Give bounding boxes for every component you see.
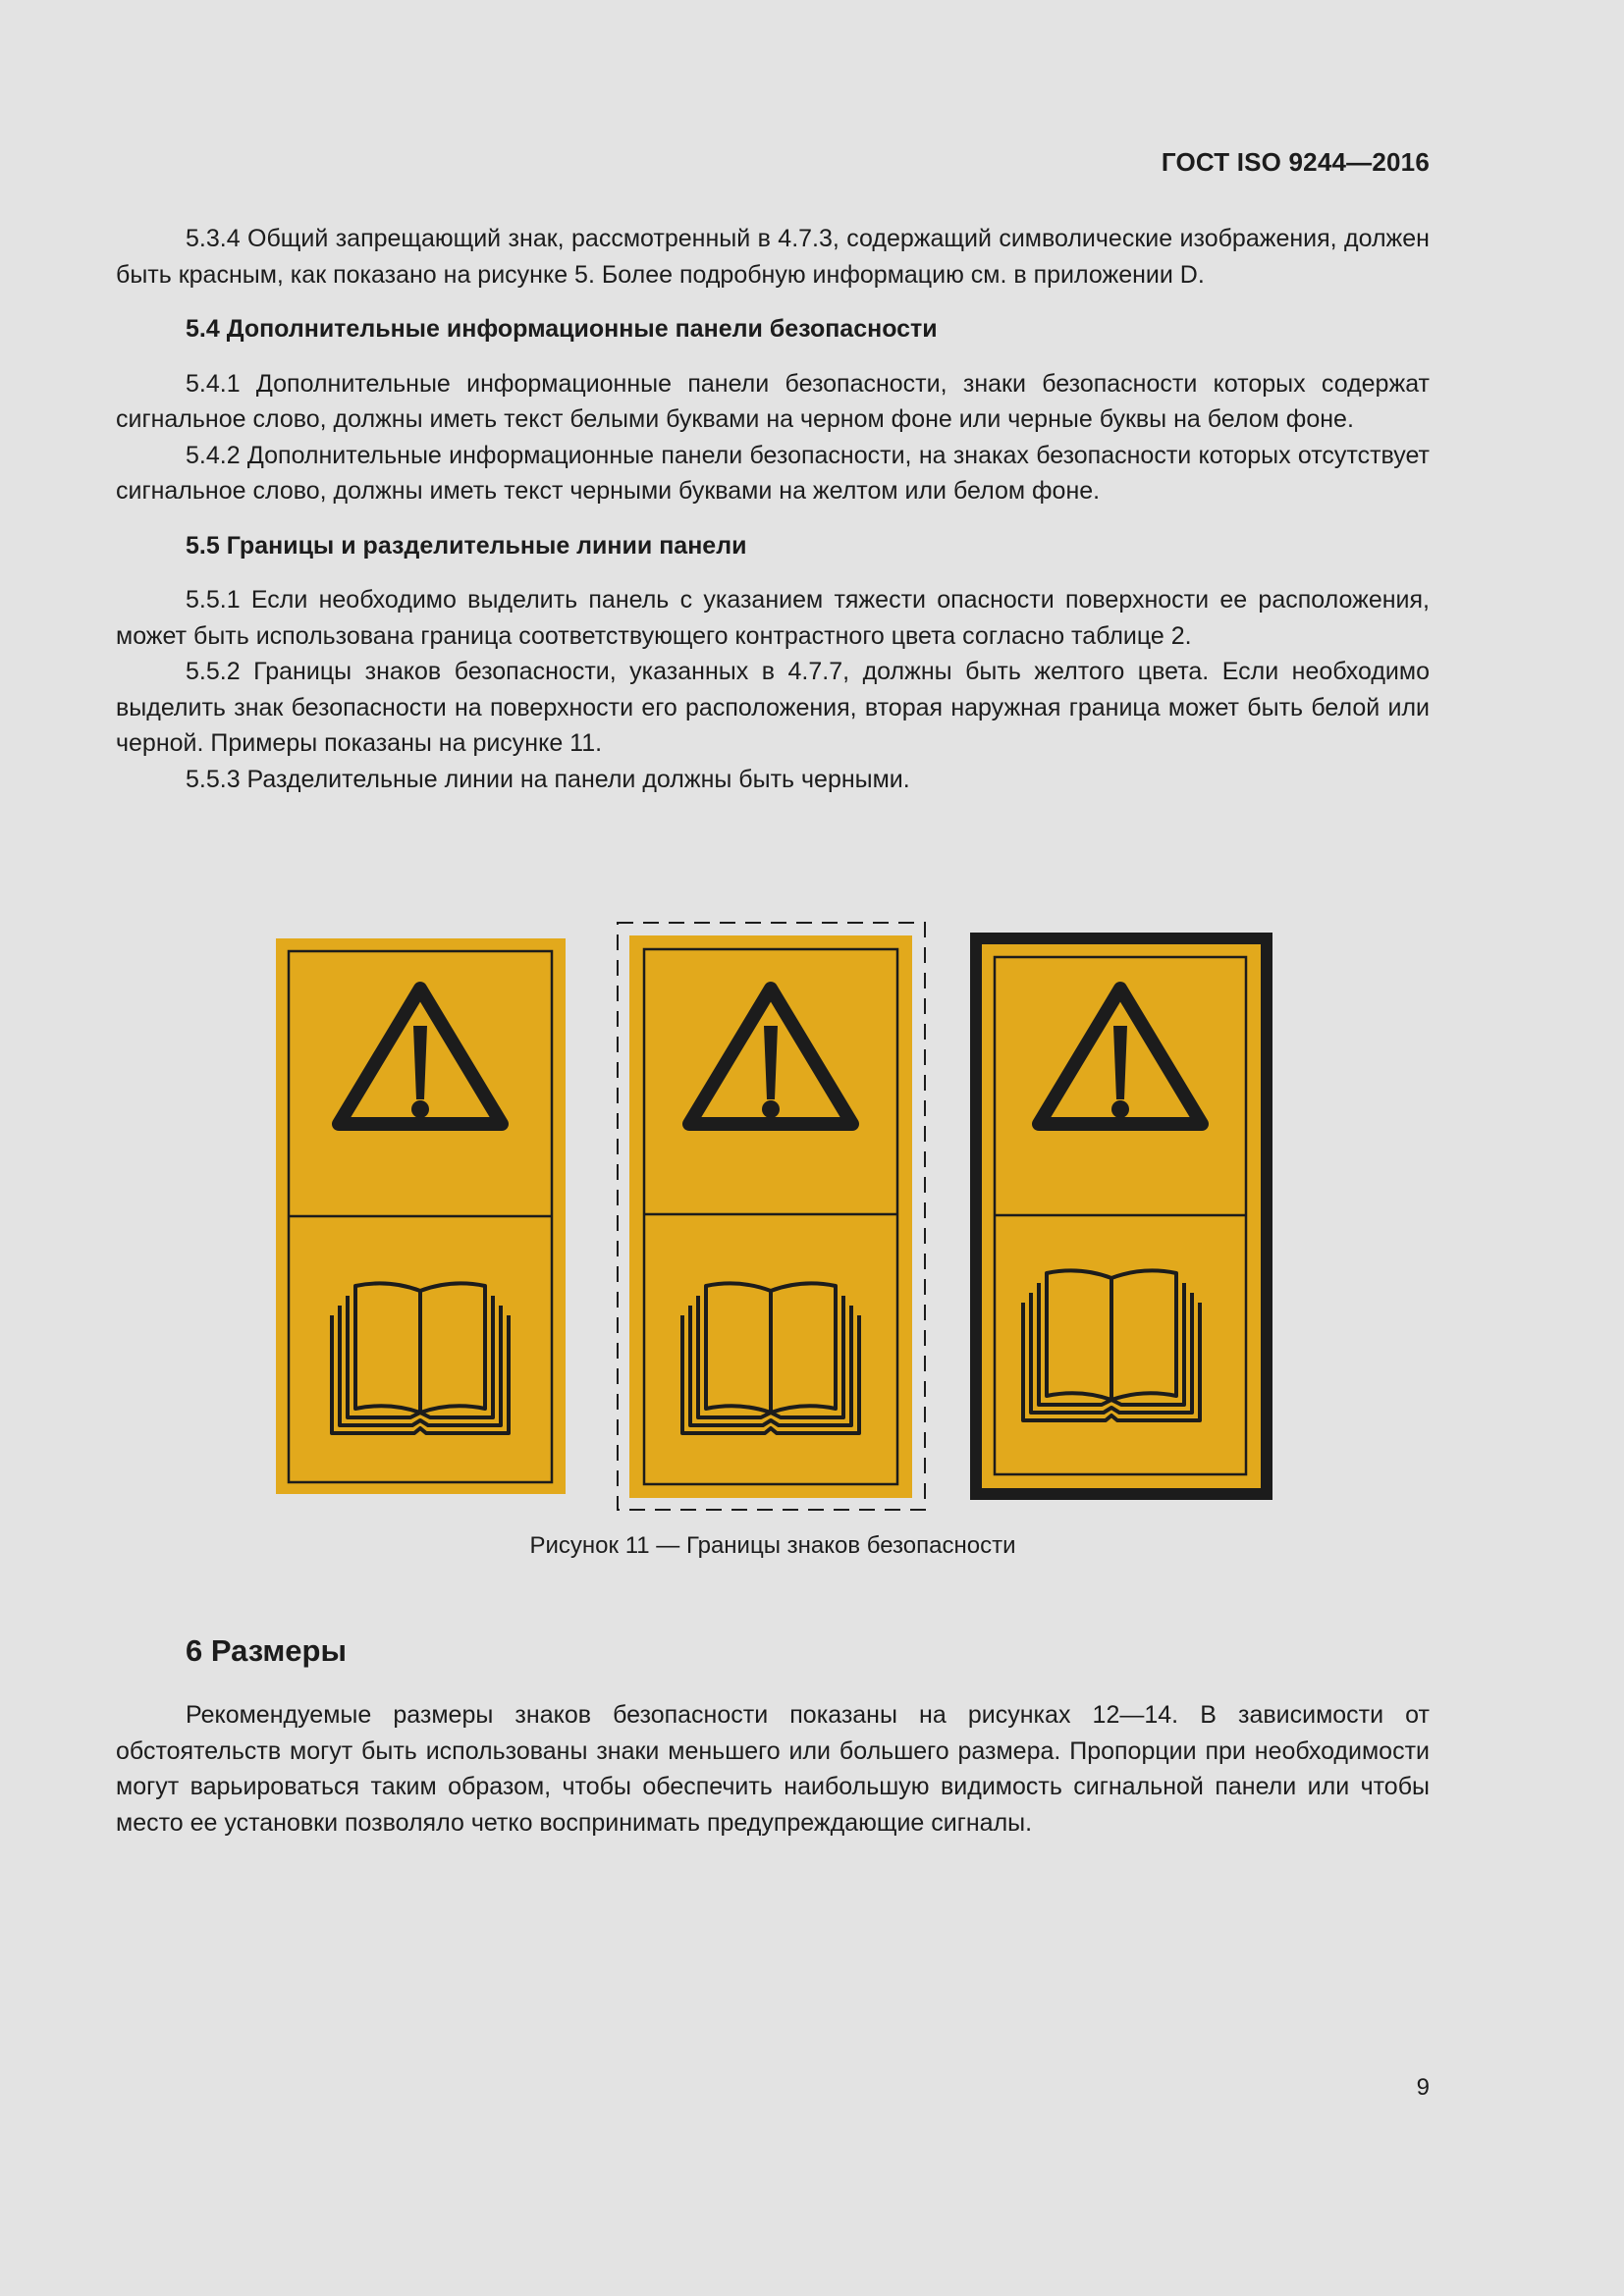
paragraph-section-6: Рекомендуемые размеры знаков безопасности показаны на рисунках 12—14. В зависимости от обстоятельств могут быть использованы знаки меньшего или большего размера. Пропорции при необходимости могут варьироваться таким образом, чтобы обеспечить наибольшую видимость сигнальной панели или чтобы место ее установки позволяло четко воспринимать предупреждающие сигналы. bbox=[116, 1701, 1430, 1837]
paragraph-5-4-2: 5.4.2 Дополнительные информационные панели безопасности, на знаках безопасности которых отсутствует сигнальное слово, должны иметь текст черными буквами на желтом или белом фоне. bbox=[116, 441, 1430, 505]
section-6-body bbox=[116, 1697, 1430, 1841]
sign-yellow-border bbox=[276, 938, 566, 1494]
warning-triangle-icon bbox=[339, 988, 502, 1124]
sections-5-body bbox=[116, 221, 1430, 797]
paragraph-5-5-1: 5.5.1 Если необходимо выделить панель с указанием тяжести опасности поверхности ее расположения, может быть использована граница соответствующего контрастного цвета согласно таблице 2. bbox=[116, 586, 1430, 650]
manual-book-icon bbox=[332, 1283, 509, 1433]
manual-book-icon bbox=[682, 1283, 859, 1433]
sign-dashed-border bbox=[618, 923, 925, 1510]
heading-5-5: 5.5 Границы и разделительные линии панели bbox=[186, 531, 747, 560]
page-number: 9 bbox=[1416, 2074, 1430, 2101]
paragraph-5-5-3: 5.5.3 Разделительные линии на панели должны быть черными. bbox=[186, 765, 910, 793]
paragraph-5-3-4: 5.3.4 Общий запрещающий знак, рассмотренный в 4.7.3, содержащий символические изображения, должен быть красным, как показано на рисунке 5. Более подробную информацию см. в приложении D. bbox=[116, 225, 1430, 289]
paragraph-5-5-2: 5.5.2 Границы знаков безопасности, указанных в 4.7.7, должны быть желтого цвета. Если необходимо выделить знак безопасности на поверхности его расположения, вторая наружная граница может быть белой или черной. Примеры показаны на рисунке 11. bbox=[116, 658, 1430, 757]
sign-black-border bbox=[970, 933, 1272, 1500]
figure-11-caption: Рисунок 11 — Границы знаков безопасности bbox=[529, 1532, 1016, 1559]
warning-triangle-icon bbox=[1039, 988, 1202, 1124]
document-id-header: ГОСТ ISO 9244—2016 bbox=[1161, 147, 1430, 177]
warning-triangle-icon bbox=[689, 988, 852, 1124]
heading-5-4: 5.4 Дополнительные информационные панели безопасности bbox=[186, 315, 938, 343]
section-6-title: 6 Размеры bbox=[186, 1633, 347, 1668]
paragraph-5-4-1: 5.4.1 Дополнительные информационные панели безопасности, знаки безопасности которых содержат сигнальное слово, должны иметь текст белыми буквами на черном фоне или черные буквы на белом фоне. bbox=[116, 369, 1430, 433]
manual-book-icon bbox=[1023, 1270, 1200, 1420]
